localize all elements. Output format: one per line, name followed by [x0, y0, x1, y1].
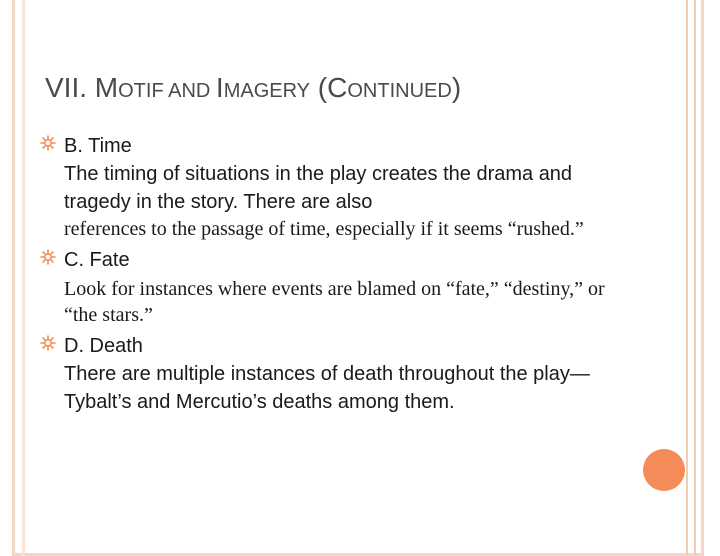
title-text: AND [163, 80, 216, 102]
title-text: ONTINUED [347, 80, 452, 102]
sun-bullet-icon [40, 249, 56, 265]
decorative-right-line [694, 0, 696, 556]
item-body: The timing of situations in the play creates the drama and tragedy in the story. There are also [64, 163, 573, 213]
title-text: I [215, 72, 224, 103]
decorative-circle [643, 449, 685, 491]
title-text: ) [451, 72, 462, 103]
sun-bullet-icon [40, 135, 56, 151]
item-body: There are multiple instances of death throughout the play—Tybalt’s and Mercutio’s deaths among them. [64, 363, 590, 413]
title-text: OTIF [118, 80, 164, 102]
title-text: C [327, 72, 348, 103]
sun-bullet-icon [40, 335, 56, 351]
decorative-right-line [686, 0, 688, 556]
item-body: references to the passage of time, especially if it seems “rushed.” [64, 218, 584, 240]
bullet-list [40, 132, 620, 416]
title-text: M [94, 72, 119, 103]
item-heading: D. Death [64, 335, 143, 357]
item-heading: C. Fate [64, 249, 130, 271]
decorative-frame-left-line [22, 0, 25, 556]
item-heading: B. Time [64, 135, 132, 157]
bullet-item-fate [40, 246, 620, 328]
bullet-item-death [40, 332, 620, 416]
title-prefix: VII. [45, 72, 95, 103]
title-text: MAGERY [223, 80, 311, 102]
slide-title [45, 72, 461, 104]
bullet-item-time [40, 132, 620, 242]
item-body: Look for instances where events are blamed on “fate,” “destiny,” or “the stars.” [64, 278, 605, 326]
title-text: ( [310, 72, 328, 103]
